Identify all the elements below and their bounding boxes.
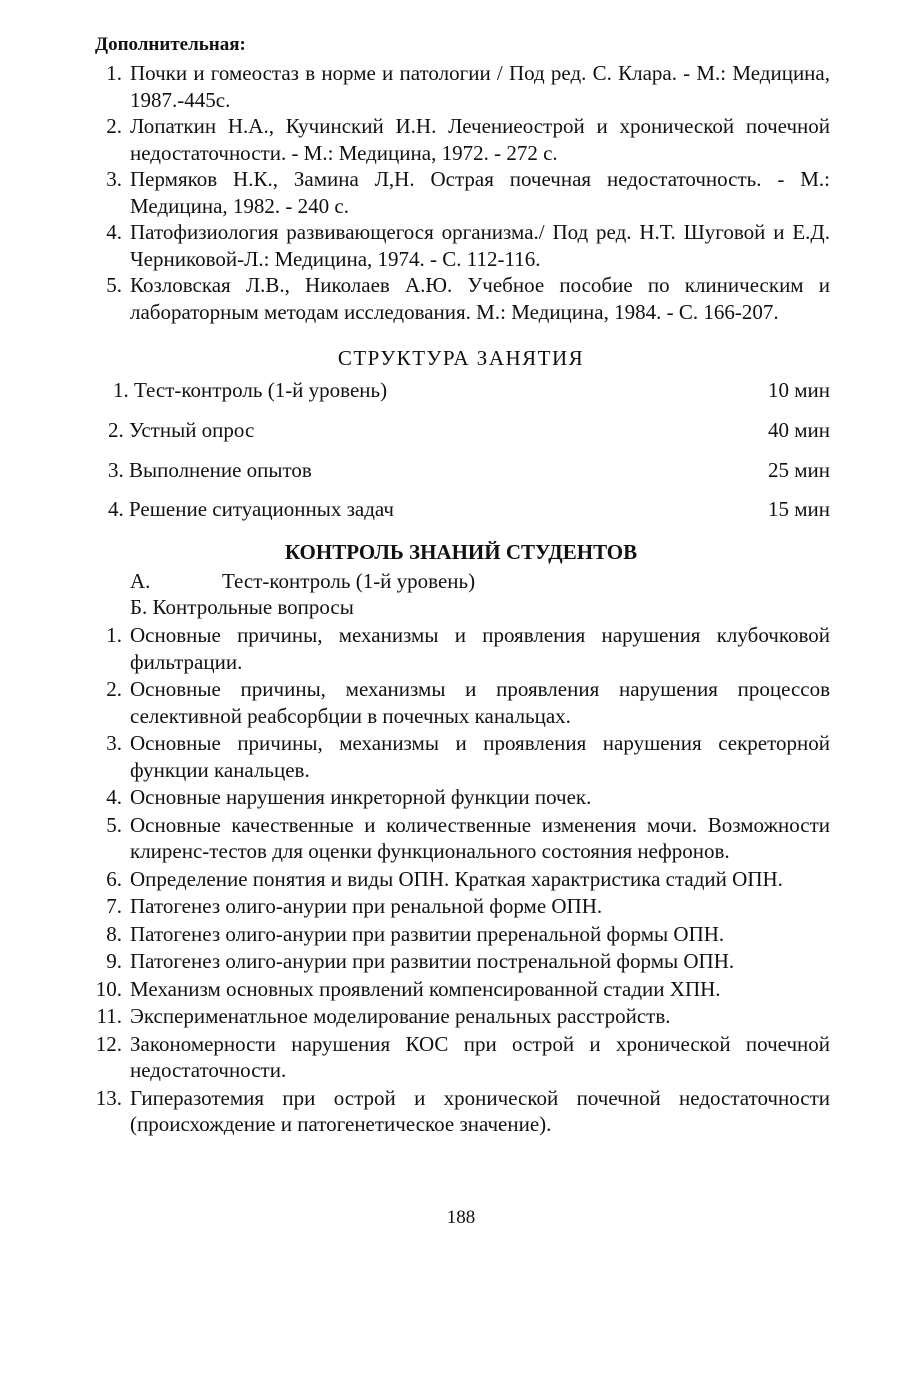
question-text: Основные причины, механизмы и проявления нарушения секреторной функции канальцев. bbox=[130, 731, 830, 782]
structure-row-label: 2. Устный опрос bbox=[108, 418, 255, 442]
question-text: Основные качественные и количественные изменения мочи. Возможности клиренс-тестов для оценки функционального состояния нефронов. bbox=[130, 812, 830, 863]
control-title: КОНТРОЛЬ ЗНАНИЙ СТУДЕНТОВ bbox=[284, 540, 638, 564]
references-list bbox=[92, 60, 830, 325]
reference-number: 2. bbox=[106, 114, 122, 138]
control-b-text: Б. Контрольные вопросы bbox=[130, 595, 354, 619]
page-number: 188 bbox=[446, 1207, 476, 1228]
question-text: Патогенез олиго-анурии при развитии преренальной формы ОПН. bbox=[130, 921, 725, 946]
structure-row bbox=[108, 458, 830, 486]
question-item bbox=[92, 812, 830, 865]
question-number: 13. bbox=[95, 1085, 122, 1110]
question-text: Гиперазотемия при острой и хронической почечной недостаточности (происхождение и патогенетическое значение). bbox=[130, 1085, 830, 1136]
reference-text: Лопаткин Н.А., Кучинский И.Н. Лечениеострой и хронической почечной недостаточности. - М.: Медицина, 1972. - 272 с. bbox=[130, 114, 830, 165]
question-text: Закономерности нарушения КОС при острой и хронической почечной недостаточности. bbox=[130, 1031, 830, 1082]
question-item bbox=[92, 1031, 830, 1084]
structure-row bbox=[108, 418, 830, 446]
question-item bbox=[92, 893, 830, 920]
question-number: 2. bbox=[106, 677, 122, 701]
question-item bbox=[92, 948, 830, 975]
question-text: Основные причины, механизмы и проявления нарушения клубочковой фильтрации. bbox=[130, 623, 830, 674]
question-number: 5. bbox=[106, 812, 122, 837]
structure-title: СТРУКТУРА ЗАНЯТИЯ bbox=[337, 346, 585, 370]
reference-item bbox=[92, 60, 830, 113]
control-a-letter: А. bbox=[130, 569, 151, 593]
question-number: 8. bbox=[106, 921, 122, 946]
question-number: 7. bbox=[106, 894, 122, 918]
reference-text: Пермяков Н.К., Замина Л,Н. Острая почечная недостаточность. - М.: Медицина, 1982. - 240 с. bbox=[130, 167, 830, 218]
reference-text: Почки и гомеостаз в норме и патологии / Под ред. С. Клара. - М.: Медицина, 1987.-445с. bbox=[130, 61, 830, 112]
question-text: Эксперименатльное моделирование ренальных расстройств. bbox=[130, 1004, 671, 1028]
question-item bbox=[92, 622, 830, 675]
structure-row-time: 40 мин bbox=[767, 418, 830, 442]
structure-row bbox=[113, 378, 830, 406]
question-number: 3. bbox=[106, 731, 122, 755]
structure-row-time: 15 мин bbox=[767, 497, 830, 521]
reference-number: 1. bbox=[106, 61, 122, 85]
reference-item bbox=[92, 113, 830, 166]
question-text: Определение понятия и виды ОПН. Краткая характристика стадий ОПН. bbox=[130, 866, 783, 891]
question-item bbox=[92, 676, 830, 729]
question-item bbox=[92, 866, 830, 893]
question-number: 12. bbox=[95, 1031, 122, 1056]
structure-row-label: 4. Решение ситуационных задач bbox=[108, 497, 394, 521]
question-number: 9. bbox=[106, 949, 122, 973]
reference-number: 3. bbox=[106, 167, 122, 191]
question-text: Патогенез олиго-анурии при развитии постренальной формы ОПН. bbox=[130, 949, 735, 973]
reference-item bbox=[92, 166, 830, 219]
question-item bbox=[92, 976, 830, 1003]
structure-row-time: 10 мин bbox=[767, 378, 830, 402]
question-item bbox=[92, 784, 830, 811]
question-item bbox=[92, 1085, 830, 1138]
reference-number: 4. bbox=[106, 220, 122, 244]
question-number: 11. bbox=[96, 1004, 122, 1028]
question-item bbox=[92, 921, 830, 948]
question-item bbox=[92, 1003, 830, 1030]
question-text: Основные нарушения инкреторной функции почек. bbox=[130, 785, 592, 809]
question-number: 6. bbox=[106, 866, 122, 891]
question-text: Основные причины, механизмы и проявления нарушения процессов селективной реабсорбции в почечных канальцах. bbox=[130, 677, 830, 728]
structure-row-time: 25 мин bbox=[767, 458, 830, 482]
question-text: Патогенез олиго-анурии при ренальной форме ОПН. bbox=[130, 894, 603, 918]
question-number: 10. bbox=[95, 976, 122, 1001]
reference-number: 5. bbox=[106, 273, 122, 297]
reference-item bbox=[92, 272, 830, 325]
structure-row bbox=[108, 497, 830, 525]
reference-text: Козловская Л.В., Николаев А.Ю. Учебное пособие по клиническим и лабораторным методам исследования. М.: Медицина, 1984. - С. 166-207. bbox=[130, 273, 830, 324]
control-a-text: Тест-контроль (1-й уровень) bbox=[222, 569, 476, 593]
question-number: 4. bbox=[106, 785, 122, 809]
references-heading: Дополнительная: bbox=[95, 34, 246, 55]
reference-item bbox=[92, 219, 830, 272]
question-number: 1. bbox=[106, 623, 122, 647]
structure-row-label: 1. Тест-контроль (1-й уровень) bbox=[113, 378, 388, 402]
questions-list bbox=[92, 622, 830, 1139]
question-item bbox=[92, 730, 830, 783]
structure-row-label: 3. Выполнение опытов bbox=[108, 458, 312, 482]
reference-text: Патофизиология развивающегося организма./ Под ред. Н.Т. Шуговой и Е.Д. Черниковой-Л.: Медицина, 1974. - С. 112-116. bbox=[130, 220, 830, 271]
question-text: Механизм основных проявлений компенсированной стадии ХПН. bbox=[130, 976, 721, 1001]
